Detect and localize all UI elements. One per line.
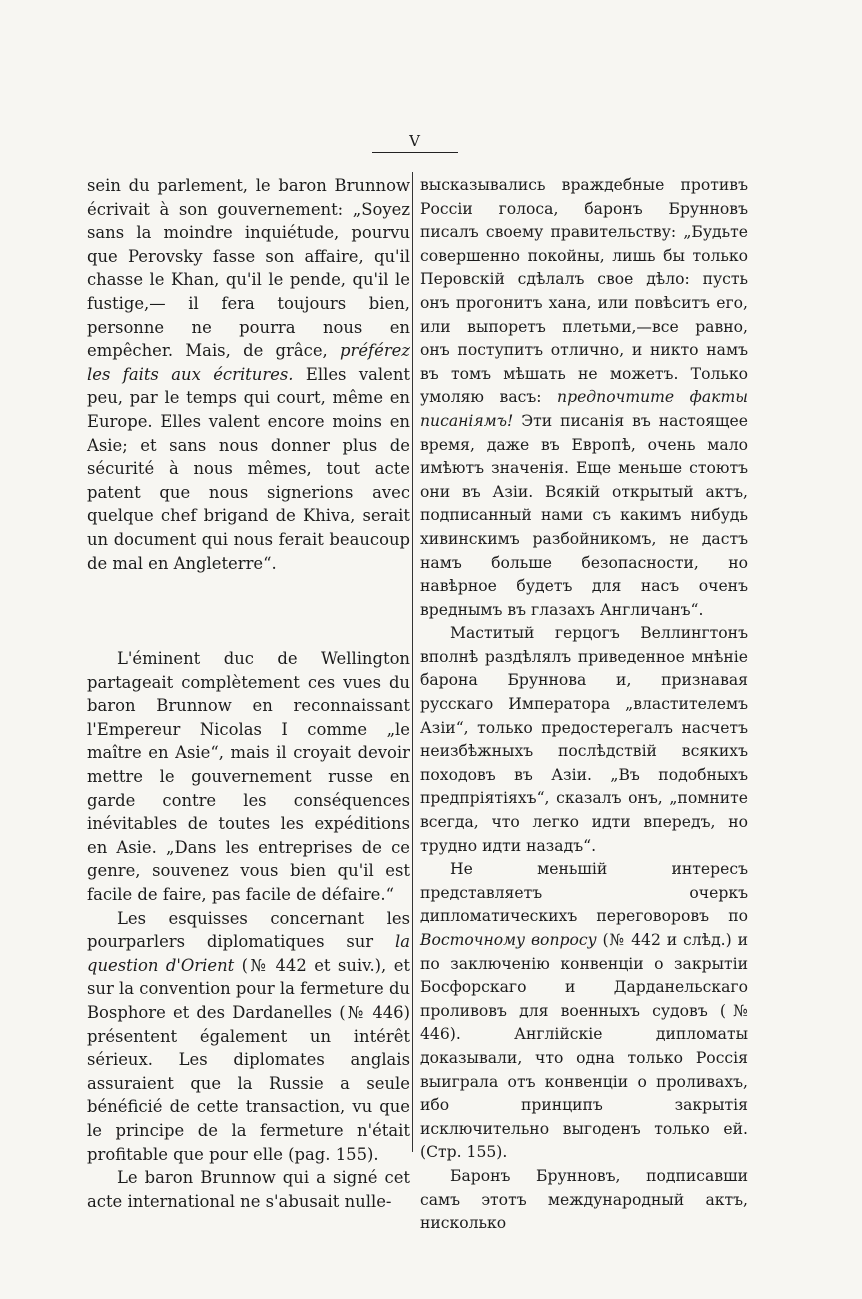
fr-spacer bbox=[87, 575, 410, 647]
ru-p1-text-b: Эти писанія въ настоящее время, даже въ Европѣ, очень мало имѣютъ значенія. Еще меньше стоютъ они въ Азіи. Всякій открытый актъ, подписанный нами съ какимъ нибудь хивинскимъ разбойникомъ, не дастъ намъ больше безопасности, но навѣрное будетъ для насъ оченъ вреднымъ въ глазахъ Англичанъ“. bbox=[420, 411, 748, 619]
fr-p3-italic: la question d'Orient bbox=[87, 932, 410, 975]
fr-paragraph-1 bbox=[87, 174, 410, 575]
fr-p3-text-b: (№ 442 et suiv.), et sur la convention pour la fermeture du Bosphore et des Dardanelles (№ 446) présentent également un intérêt sérieux. Les diplomates anglais assuraient que la Russie a seule bénéficié de cette transaction, vu que le principe de la fermeture n'était profitable que pour elle (pag. 155). bbox=[87, 955, 410, 1164]
fr-p3-text-a: Les esquisses concernant les pourparlers diplomatiques sur bbox=[87, 908, 410, 952]
ru-p3-text-a: Не меньшій интересъ представляетъ очеркъ дипломатическихъ переговоровъ по bbox=[420, 860, 748, 926]
ru-p1-text-a: высказывались враждебные противъ Россіи голоса, баронъ Брунновъ писалъ своему правительству: „Будьте совершенно покойны, лишь бы только Перовскій сдѣлалъ свое дѣло: пусть онъ прогонитъ хана, или повѣситъ его, или выпоретъ плетьми,—все равно, онъ поступитъ отлично, и никто намъ въ томъ мѣшать не можетъ. Только умоляю васъ: bbox=[420, 176, 748, 407]
ru-p1-italic: предпочтите факты писаніямъ! bbox=[420, 388, 748, 430]
fr-p1-text-a: sein du parlement, le baron Brunnow écrivait à son gouvernement: „Soyez sans la moindre inquiétude, pourvu que Perovsky fasse son affaire, qu'il chasse le Khan, qu'il le pende, qu'il le fustige,— il fera toujours bien, personne ne pourra nous en empêcher. Mais, de grâce, bbox=[87, 176, 410, 361]
ru-paragraph-1 bbox=[420, 174, 748, 622]
ru-p3-italic: Восточному вопросу bbox=[420, 931, 597, 949]
page-number: V bbox=[409, 132, 421, 150]
fr-p1-text-b: Elles valent peu, par le temps qui court, même en Europe. Elles valent encore moins en Asie; et sans nous donner plus de sécurité à nous mêmes, tout acte patent que nous signerions avec quelque chef brigand de Khiva, serait un document qui nous ferait beaucoup de mal en Angleterre“. bbox=[87, 364, 410, 573]
french-column bbox=[87, 174, 410, 1213]
ru-paragraph-3 bbox=[420, 858, 748, 1165]
column-divider bbox=[412, 172, 413, 1152]
fr-paragraph-4: Le baron Brunnow qui a signé cet acte international ne s'abusait nulle- bbox=[87, 1168, 410, 1211]
ru-p3-text-b: (№ 442 и слѣд.) и по заключенію конвенціи о закрытіи Босфорскаго и Дарданельскаго проливовъ для военныхъ судовъ (№ 446). Англійскіе дипломаты доказывали, что одна только Россія выиграла отъ конвенціи о проливахъ, ибо принципъ закрытія исключительно выгоденъ только ей. (Стр. 155). bbox=[420, 931, 748, 1162]
fr-p1-italic: préférez les faits aux écritures. bbox=[87, 341, 410, 384]
fr-paragraph-3 bbox=[87, 907, 410, 1167]
fr-paragraph-2: L'éminent duc de Wellington partageait complètement ces vues du baron Brunnow en reconnaissant l'Empereur Nicolas I comme „le maître en Asie“, mais il croyait devoir mettre le gouvernement russe en garde contre les conséquences inévitables de toutes les expéditions en Asie. „Dans les entreprises de ce genre, souvenez vous bien qu'il est facile de faire, pas facile de défaire.“ bbox=[87, 649, 410, 905]
header-rule bbox=[372, 152, 458, 153]
ru-paragraph-2: Маститый герцогъ Веллингтонъ вполнѣ раздѣлялъ приведенное мнѣніе барона Бруннова и, признавая русскаго Императора „властителемъ Азіи“, только предостерегалъ насчетъ неизбѣжныхъ послѣдствій всякихъ походовъ въ Азіи. „Въ подобныхъ предпріятіяхъ“, сказалъ онъ, „помните всегда, что легко идти впередъ, но трудно идти назадъ“. bbox=[420, 624, 748, 855]
russian-column bbox=[420, 174, 748, 1236]
ru-paragraph-4: Баронъ Брунновъ, подписавши самъ этотъ международный актъ, нисколько bbox=[420, 1166, 748, 1233]
